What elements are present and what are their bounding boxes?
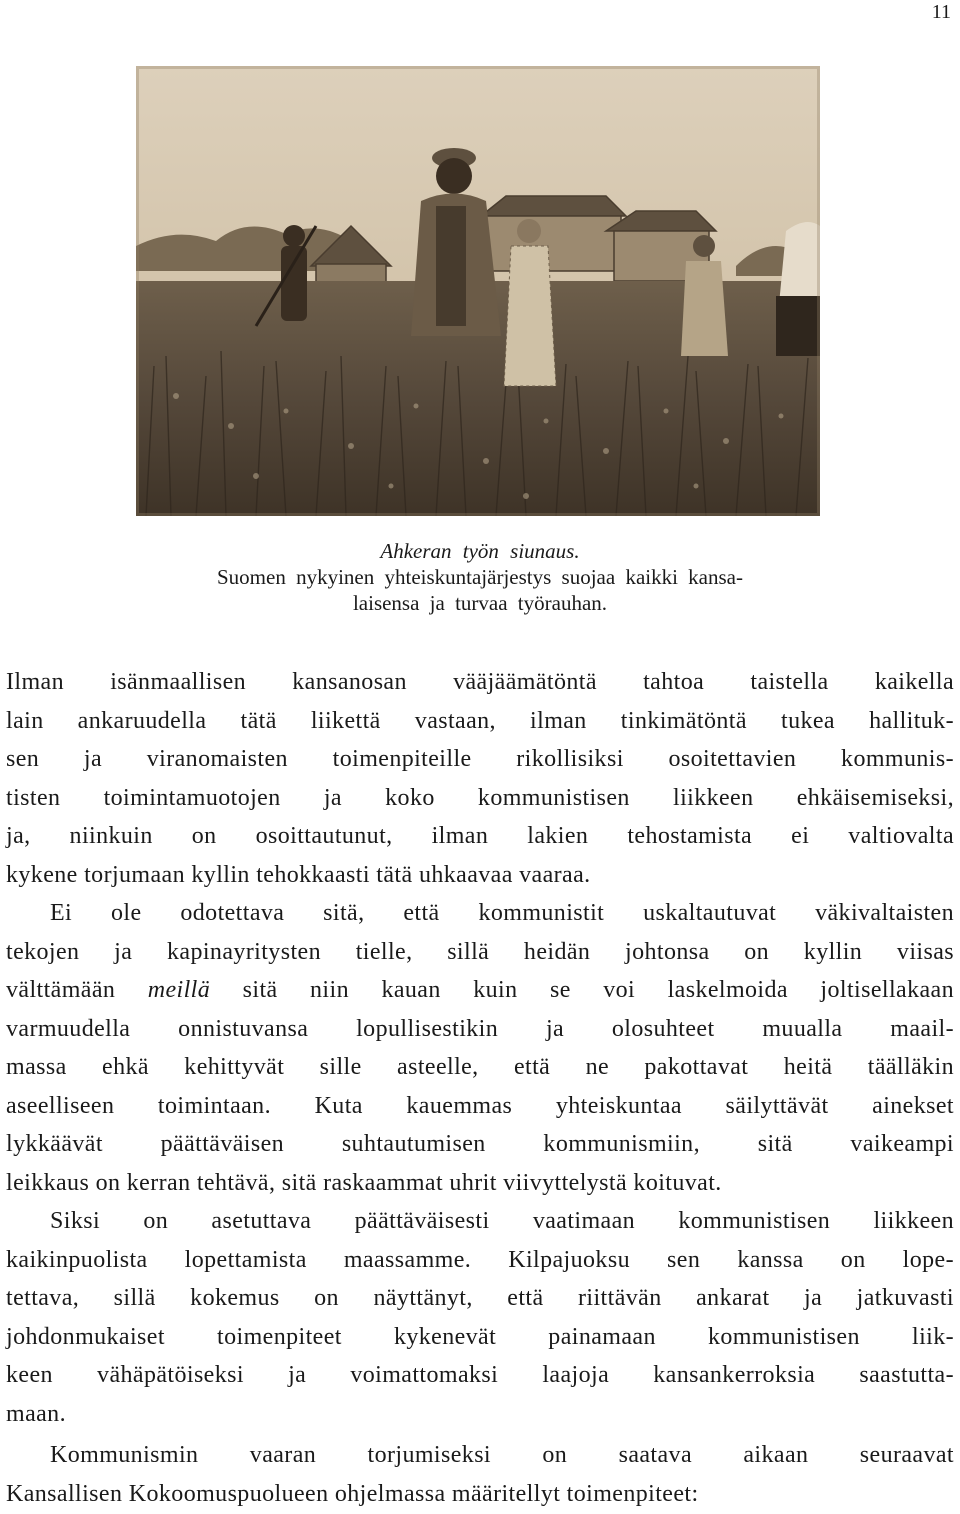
- text-line: [6, 971, 954, 1010]
- text-line: Kommunismin vaaran torjumiseksi on saatava aikaan seuraavat: [50, 1442, 954, 1468]
- emphasized-word: meillä: [147, 977, 211, 1003]
- text-line: keen vähäpätöiseksi ja voimattomaksi laajoja kansankerroksia saastutta-: [6, 1362, 954, 1388]
- text-line: aseelliseen toimintaan. Kuta kauemmas yhteiskuntaa säilyttävät ainekset: [6, 1092, 954, 1119]
- text-line: Ei ole odotettava sitä, että kommunistit uskaltautuvat väkivaltaisten: [50, 900, 954, 926]
- caption-title: Ahkeran työn siunaus.: [380, 539, 580, 563]
- text-line: lain ankaruudella tätä liikettä vastaan, ilman tinkimätöntä tukea hallituk-: [6, 707, 954, 734]
- text-line: Ilman isänmaallisen kansanosan vääjäämätöntä tahtoa taistella kaikella: [6, 669, 954, 695]
- body-text: [6, 663, 954, 1513]
- text-fragment: välttämään: [6, 977, 148, 1003]
- text-line: ja, niinkuin on osoittautunut, ilman lakien tehostamista ei valtiovalta: [6, 823, 954, 849]
- text-fragment: sitä niin kauan kuin se voi laskelmoida joltisellakaan: [210, 977, 954, 1003]
- page-number: 11: [931, 1, 951, 23]
- photo-caption: [120, 538, 840, 616]
- field-workers-photograph: [136, 66, 820, 516]
- text-line: kaikinpuolista lopettamista maassamme. Kilpajuoksu sen kanssa on lope-: [6, 1246, 954, 1273]
- text-line: johdonmukaiset toimenpiteet kykenevät painamaan kommunistisen liik-: [6, 1323, 954, 1350]
- text-line: Siksi on asetuttava päättäväisesti vaatimaan kommunistisen liikkeen: [50, 1208, 954, 1234]
- text-line: kykene torjumaan kyllin tehokkaasti tätä uhkaavaa vaaraa.: [6, 861, 591, 888]
- text-line: tettava, sillä kokemus on näyttänyt, että riittävän ankarat ja jatkuvasti: [6, 1285, 954, 1311]
- text-line: tisten toimintamuotojen ja koko kommunistisen liikkeen ehkäisemiseksi,: [6, 784, 954, 811]
- text-line: massa ehkä kehittyvät sille asteelle, että ne pakottavat heitä täälläkin: [6, 1054, 954, 1080]
- text-line: varmuudella onnistuvansa lopullisestikin ja olosuhteet muualla maail-: [6, 1015, 954, 1042]
- text-line: lykkäävät päättäväisen suhtautumisen kommunismiin, sitä vaikeampi: [6, 1131, 954, 1157]
- photo-house-center: [481, 196, 626, 271]
- caption-line: laisensa ja turvaa työrauhan.: [352, 591, 608, 615]
- caption-line: Suomen nykyinen yhteiskuntajärjestys suojaa kaikki kansa-: [217, 565, 743, 589]
- text-line: tekojen ja kapinayritysten tielle, sillä heidän johtonsa on kyllin viisas: [6, 938, 954, 965]
- text-line: maan.: [6, 1400, 66, 1427]
- text-line: Kansallisen Kokoomuspuolueen ohjelmassa määritellyt toimenpiteet:: [6, 1480, 699, 1507]
- text-line: sen ja viranomaisten toimenpiteille rikollisiksi osoitettavien kommunis-: [6, 746, 954, 772]
- text-line: leikkaus on kerran tehtävä, sitä raskaammat uhrit viivyttelystä koituvat.: [6, 1169, 722, 1196]
